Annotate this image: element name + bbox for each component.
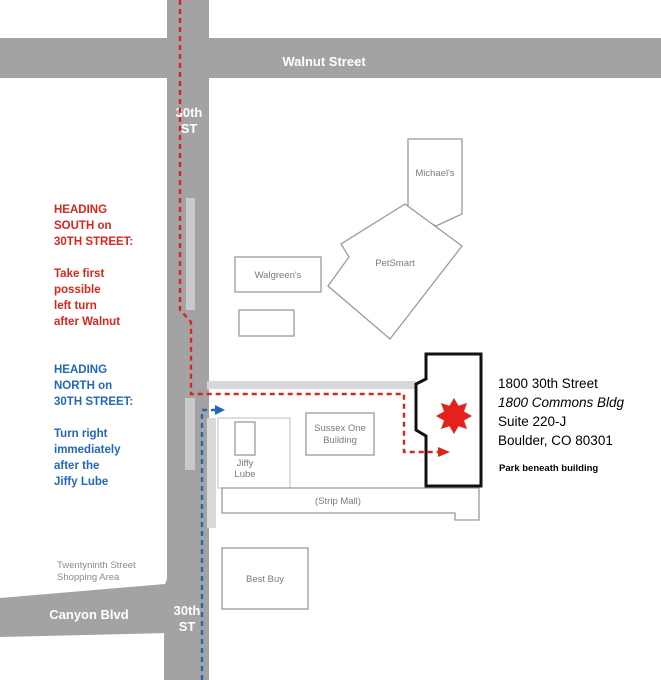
north-instruction-3: after the	[54, 460, 100, 472]
side-lane-mid	[185, 398, 195, 470]
strip-mall-label: (Strip Mall)	[315, 496, 361, 507]
thirtieth-street-label-bottom-1: 30th	[173, 603, 201, 618]
south-instruction-1: Take first	[54, 268, 105, 280]
south-instruction-3: left turn	[54, 300, 97, 312]
best-buy-label: Best Buy	[245, 574, 285, 585]
side-lane-right	[207, 418, 216, 528]
thirtieth-street-label-top-1: 30th	[175, 105, 203, 120]
michaels-label: Michael's	[415, 168, 455, 179]
shopping-area-label-2: Shopping Area	[57, 572, 120, 583]
south-directions	[54, 202, 133, 330]
destination-address	[498, 374, 624, 450]
south-heading-1: HEADING	[54, 204, 108, 216]
jiffy-lube-label-1: Jiffy	[236, 458, 254, 469]
address-line-2: 1800 Commons Bldg	[498, 395, 625, 410]
jiffy-lube-building	[235, 422, 255, 455]
jiffy-lube-label-2: Lube	[234, 469, 256, 480]
thirtieth-street-label-top-2: ST	[180, 121, 198, 136]
parking-note: Park beneath building	[499, 463, 599, 474]
sussex-building	[306, 413, 374, 455]
shopping-area-label-1: Twentyninth Street	[57, 560, 136, 571]
sussex-label-1: Sussex One	[314, 423, 366, 434]
north-route-arrow	[215, 405, 225, 415]
petsmart-label: PetSmart	[375, 258, 415, 269]
petsmart-building	[328, 204, 462, 339]
south-instruction-2: possible	[54, 284, 101, 296]
south-heading-2: SOUTH on	[54, 220, 112, 232]
north-instruction-4: Jiffy Lube	[54, 476, 109, 488]
north-directions	[54, 362, 133, 490]
sussex-label-2: Building	[323, 435, 357, 446]
star-icon	[436, 398, 472, 434]
address-line-1: 1800 30th Street	[498, 376, 598, 391]
address-line-3: Suite 220-J	[498, 414, 567, 429]
walgreens-label: Walgreen's	[254, 270, 302, 281]
frontage-road	[207, 381, 416, 389]
thirtieth-street-label-bottom-2: ST	[178, 619, 196, 634]
north-heading-2: NORTH on	[54, 380, 113, 392]
north-instruction-2: immediately	[54, 444, 121, 456]
north-heading-1: HEADING	[54, 364, 108, 376]
south-instruction-4: after Walnut	[54, 316, 121, 328]
side-lane-top	[186, 198, 195, 310]
walnut-street-label: Walnut Street	[282, 54, 366, 69]
canyon-blvd-label: Canyon Blvd	[49, 607, 129, 622]
address-line-4: Boulder, CO 80301	[498, 433, 613, 448]
north-instruction-1: Turn right	[54, 428, 108, 440]
south-heading-3: 30TH STREET:	[54, 236, 134, 248]
north-heading-3: 30TH STREET:	[54, 396, 134, 408]
small-building	[239, 310, 294, 336]
